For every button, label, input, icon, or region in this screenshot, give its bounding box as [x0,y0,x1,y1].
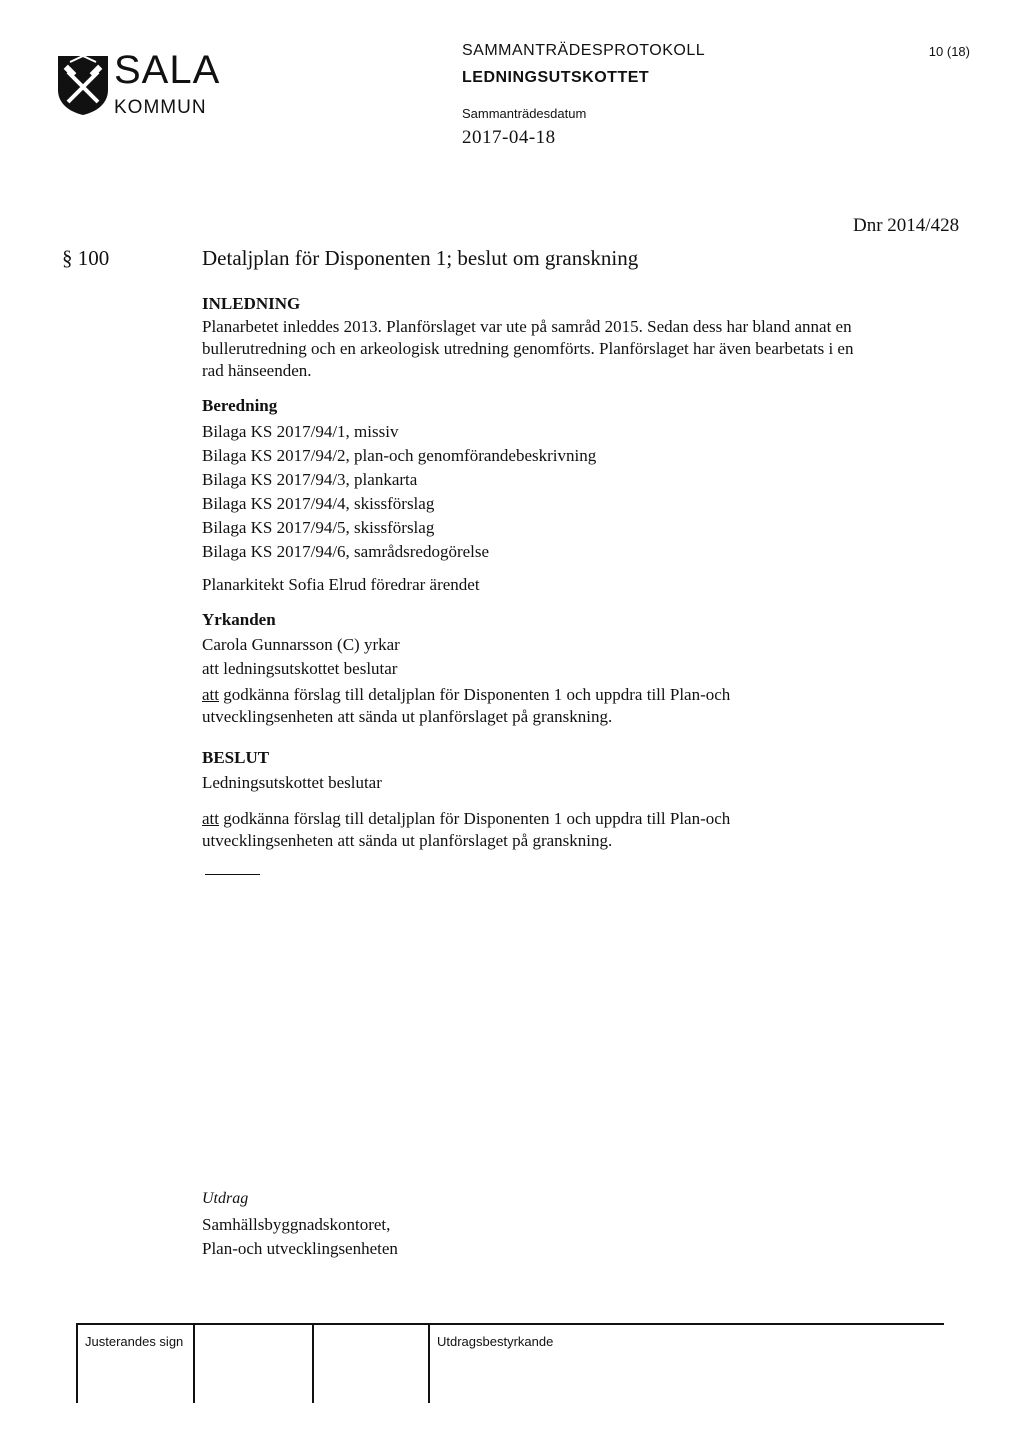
utdrag-recipient-1: Samhällsbyggnadskontoret, [202,1215,391,1234]
diary-number: Dnr 2014/428 [853,215,960,236]
beredning-heading: Beredning [202,396,278,415]
section-number: § 100 [62,246,110,270]
logo-wordmark: SALA [114,48,221,92]
attachment-item: Bilaga KS 2017/94/3, plankarta [202,470,418,489]
att-marker: att [202,685,219,704]
page-number: 10 (18) [928,44,970,59]
attachment-list [202,420,862,564]
attachment-item: Bilaga KS 2017/94/4, skissförslag [202,494,435,513]
signature-cell-border [193,1323,195,1403]
yrkanden-intro: att ledningsutskottet beslutar [202,659,398,678]
signature-cell-border [428,1323,430,1403]
presenter-note: Planarkitekt Sofia Elrud föredrar ärendet [202,575,480,594]
intro-heading: INLEDNING [202,294,301,313]
yrkanden-proposal [202,684,862,728]
beslut-subheading: Ledningsutskottet beslutar [202,773,382,792]
yrkanden-heading: Yrkanden [202,610,276,629]
end-divider [205,874,260,875]
justerandes-sign-label: Justerandes sign [85,1334,184,1349]
beslut-proposal [202,808,862,852]
yrkanden-person: Carola Gunnarsson (C) yrkar [202,635,400,654]
committee-name: LEDNINGSUTSKOTTET [462,69,650,86]
signature-table-top-border [76,1323,944,1325]
beslut-proposal-text: godkänna förslag till detaljplan för Disponenten 1 och uppdra till Plan-och utvecklingsenheten att sända ut planförslaget på granskning. [202,809,731,850]
intro-text: Planarbetet inleddes 2013. Planförslaget var ute på samråd 2015. Sedan dess har bland annat en bullerutredning och en arkeologisk utredning genomförts. Planförslaget har även bearbetats i en rad hänseenden. [202,317,854,380]
utdrag-label: Utdrag [202,1190,249,1207]
municipal-shield-icon [56,54,110,116]
attachment-item: Bilaga KS 2017/94/6, samrådsredogörelse [202,542,490,561]
attachment-item: Bilaga KS 2017/94/1, missiv [202,422,399,441]
sala-kommun-logo [56,46,256,126]
document-type: SAMMANTRÄDESPROTOKOLL [462,42,706,59]
beslut-heading: BESLUT [202,748,270,767]
att-marker: att [202,809,219,828]
utdrag-recipient-2: Plan-och utvecklingsenheten [202,1239,398,1258]
signature-cell-border [76,1323,78,1403]
section-title: Detaljplan för Disponenten 1; beslut om granskning [202,246,639,270]
logo-subtitle: KOMMUN [114,97,207,118]
utdragsbestyrkande-label: Utdragsbestyrkande [437,1334,554,1349]
signature-cell-border [312,1323,314,1403]
attachment-item: Bilaga KS 2017/94/5, skissförslag [202,518,435,537]
attachment-item: Bilaga KS 2017/94/2, plan-och genomförandebeskrivning [202,446,597,465]
meeting-date-label: Sammanträdesdatum [462,106,587,121]
yrkanden-proposal-text: godkänna förslag till detaljplan för Disponenten 1 och uppdra till Plan-och utvecklingsenheten att sända ut planförslaget på granskning. [202,685,731,726]
meeting-date: 2017-04-18 [462,127,556,148]
